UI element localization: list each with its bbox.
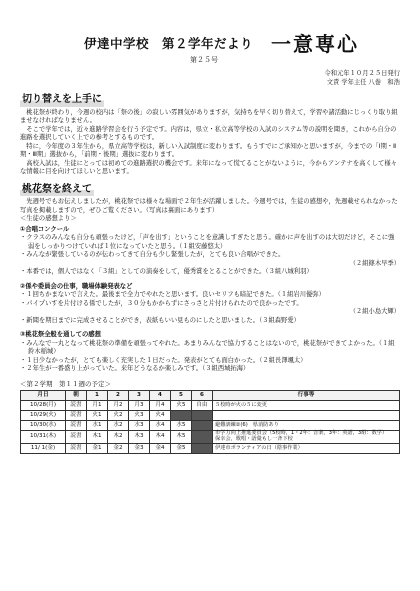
- table-cell: 月4: [150, 401, 171, 411]
- subheading: ③桃花祭全般を通しての感想: [20, 331, 101, 338]
- section-switch: [20, 87, 400, 177]
- table-cell: 火4: [150, 411, 171, 421]
- table-cell: 月2: [108, 401, 129, 411]
- table-cell: 水1: [87, 421, 108, 431]
- list-item: ・１回ちかまないで言えた。最後まで全力でやれたと思います。良いセリフも暗記できた。（１組岩川優弥）: [20, 291, 325, 298]
- table-row: [21, 401, 400, 411]
- table-cell: ５校時が火の５に変更: [213, 401, 400, 411]
- table-cell: 読書: [66, 431, 87, 444]
- table-cell: 読書: [66, 411, 87, 421]
- paragraph: 特に，今年度の３年生から，県立高等学校は，新しい入試制度に変わります。もうすでにご承知かと思いますが，今までの「Ⅰ期・Ⅱ期・Ⅲ期」選抜から，「前期・後期」選抜に変わります。: [20, 142, 397, 158]
- column-header: 3: [129, 391, 150, 401]
- table-cell: 火3: [129, 411, 150, 421]
- column-header: 2: [108, 391, 129, 401]
- column-header: 行事等: [213, 391, 400, 401]
- table-cell: 金4: [150, 444, 171, 454]
- table-cell: 金5: [171, 444, 192, 454]
- paragraph: そこで学年では，近々進路学習会を行う予定です。内容は，県立・私立高等学校の入試のシステム等の説明を聞き，これから自分の進路を選択していく上での参考とするものです。: [20, 125, 397, 141]
- table-cell: 10/29(火): [21, 411, 66, 421]
- publication-author: 文責 学年主任 八巻 和浩: [326, 78, 400, 86]
- table-cell: [192, 411, 213, 421]
- table-cell: 10/31(木): [21, 431, 66, 444]
- table-cell: 火2: [108, 411, 129, 421]
- column-header: 5: [171, 391, 192, 401]
- list-item: ・２年生が一番盛り上がっていた。来年どうなるか楽しみです。（３組西城拓海）: [20, 365, 250, 372]
- table-cell: [192, 431, 213, 444]
- paragraph: 先週号でもお伝えしましたが，桃花祭では様々な場面で２年生が活躍しました。今週号では，生徒の感想や，先週載せられなかった写真を掲載しますので，ぜひご覧ください。（写真は裏面にあります）: [20, 198, 398, 214]
- table-cell: 木1: [87, 431, 108, 444]
- issue-number: 第２５号: [190, 56, 218, 64]
- section-title: 切り替えを上手に: [22, 94, 102, 105]
- newsletter-page: [20, 18, 400, 454]
- table-cell: 金3: [129, 444, 150, 454]
- subheading: ②係や委員会の仕事，職場体験発表など: [20, 282, 133, 290]
- table-cell: 木5: [171, 431, 192, 444]
- table-cell: [171, 411, 192, 421]
- comment-list: [20, 291, 400, 308]
- column-header: 月日: [21, 391, 66, 401]
- newsletter-header: [20, 18, 400, 76]
- table-cell: [192, 444, 213, 454]
- table-cell: 金2: [108, 444, 129, 454]
- list-item: ・クラスのみんなも自分も頑張ったけど，「声を出す」ということを意識しすぎたと思う。確かに声を出すのは大切だけど，そこに強弱をしっかりつけていれば１位になっていたと思う。（１組安藤悠太）: [20, 234, 395, 250]
- comment-list: [20, 234, 400, 260]
- table-cell: 10/30(水): [21, 421, 66, 431]
- newsletter-title: 伊達中学校 第２学年だより: [84, 36, 254, 51]
- table-cell: 伊達市ボランティアの日（陰事作業）: [213, 444, 400, 454]
- comment-list: [20, 340, 400, 374]
- table-cell: 11/ 1(金): [21, 444, 66, 454]
- table-cell: 水2: [108, 421, 129, 431]
- table-cell: 読書: [66, 444, 87, 454]
- section-title: 桃花祭を終えて: [22, 183, 92, 195]
- column-header: 朝: [66, 391, 87, 401]
- motto: 一意専心: [271, 32, 359, 56]
- table-cell: 火1: [87, 411, 108, 421]
- list-item: ・パイプいすを片付ける係でしたが，３０分もかからずにさっさと片付けられたので良かったです。: [20, 299, 303, 307]
- column-header: 1: [87, 391, 108, 401]
- table-cell: 避難訓練②(6) 県消防あり: [213, 421, 400, 431]
- comment-list: [20, 317, 400, 326]
- paragraph: 桃花祭が終わり，今週の校内は「祭の後」の寂しい雰囲気がありますが，気持ちを早く切り替えて，学習や諸活動にじっくり取り組ませなければなりません。: [20, 108, 398, 124]
- list-item: ・１日少なかったが，とても楽しく充実した１日だった。発表がとても面白かった。（２組長澤颯太）: [20, 356, 307, 364]
- schedule-table: [20, 390, 400, 454]
- signature: （２組小島大輝）: [349, 308, 400, 315]
- table-header-row: [21, 391, 400, 401]
- table-cell: 月1: [87, 401, 108, 411]
- table-cell: 読書: [66, 401, 87, 411]
- table-cell: 読書: [66, 421, 87, 431]
- table-cell: 木4: [150, 431, 171, 444]
- caption: ＜生徒の感想より＞: [20, 215, 77, 222]
- table-cell: [213, 411, 400, 421]
- table-cell: 市学力向上推進委員会（5校時，1・2年：音楽，3年：英語，3組：数学） 保幸会，歌唱・語彙もし一斉下校: [213, 431, 400, 444]
- paragraph: 高校入試は，生徒にとっては初めての進路選択の機会です。来年になって慌てることがないように，今からアンテナを高くして様々な情報に目を向けてほしいと思います。: [20, 159, 397, 175]
- signature: （２組篠木早季）: [349, 259, 400, 267]
- list-item: ・本番では，個人ではなく「３組」としての演奏をして，優秀賞をとることができた。（３組八城利羽）: [20, 268, 313, 275]
- column-header: 4: [150, 391, 171, 401]
- table-cell: 水4: [150, 421, 171, 431]
- table-cell: 10/28(月): [21, 401, 66, 411]
- list-item: ・みんなで一丸となって桃花祭の準備を頑張ってやれた。あまりみんなで協力することはないので，桃花祭ができてよかった。（１組鈴木稲城）: [20, 339, 395, 355]
- table-cell: [192, 421, 213, 431]
- table-cell: 水3: [129, 421, 150, 431]
- list-item: ・新聞を期日までに完成させることができ，表紙もいい見ものにしたと思いました。（３組森野愛）: [20, 316, 300, 324]
- column-header: 6: [192, 391, 213, 401]
- table-cell: 自由: [192, 401, 213, 411]
- table-cell: 火5: [171, 401, 192, 411]
- list-item: ・みんなが緊張しているのが伝わってきて自分も少し緊張したが，とても良い合唱ができた。: [20, 251, 285, 258]
- table-cell: 木3: [129, 431, 150, 444]
- table-cell: 木2: [108, 431, 129, 444]
- table-row: [21, 411, 400, 421]
- table-cell: 水5: [171, 421, 192, 431]
- section-festival: [20, 177, 400, 374]
- table-cell: 金1: [87, 444, 108, 454]
- table-cell: 月3: [129, 401, 150, 411]
- table-row: [21, 444, 400, 454]
- comment-list: [20, 268, 400, 277]
- subheading: ①合唱コンクール: [20, 225, 70, 233]
- publication-date: 令和元年１０月２５日発行: [324, 70, 400, 77]
- table-row: [21, 431, 400, 444]
- schedule-title: ＜第２学期 第１１週の予定＞: [20, 379, 111, 388]
